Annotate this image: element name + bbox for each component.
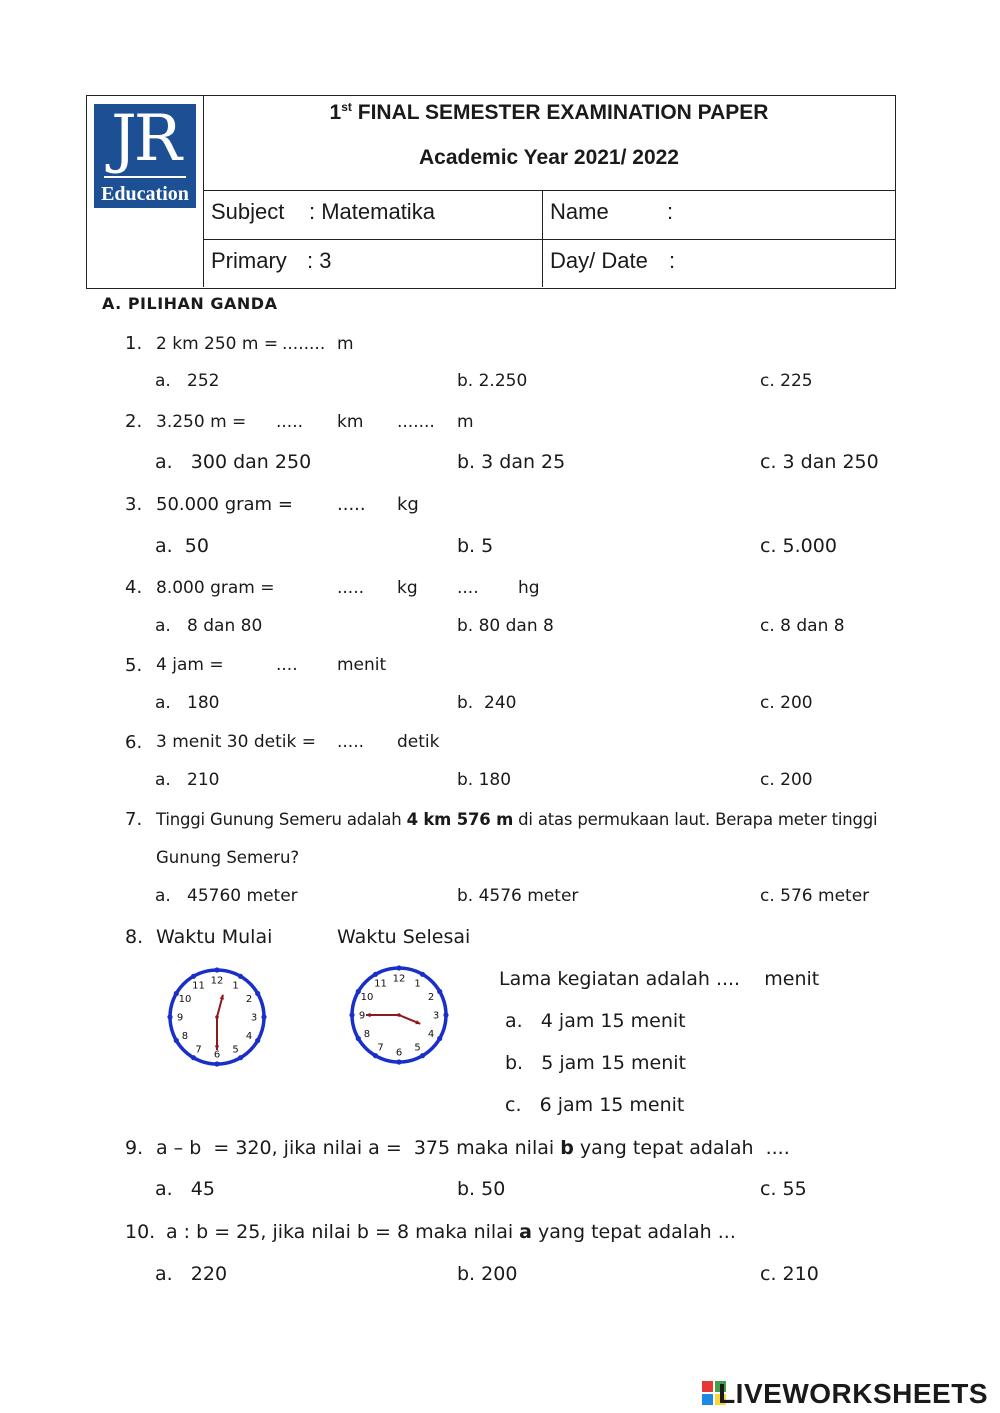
clock-tick [238, 974, 243, 979]
primary-cell [203, 239, 543, 287]
option-b[interactable]: b. 4576 meter [457, 886, 579, 906]
option-b[interactable]: b. 180 [457, 770, 512, 790]
clock-tick [191, 1055, 196, 1060]
q-text: a – b = 320, jika nilai a = 375 maka nilai b yang tepat adalah .... [156, 1137, 790, 1159]
q-number: 10. [125, 1221, 156, 1243]
q-number: 6. [125, 732, 143, 753]
q-text: 8.000 gram = [156, 578, 275, 598]
title-cell [203, 96, 895, 191]
clock-number: 3 [250, 1012, 258, 1024]
clock-number: 5 [414, 1042, 421, 1054]
q-unit: menit [337, 655, 387, 675]
exam-title: 1st FINAL SEMESTER EXAMINATION PAPER [329, 100, 769, 124]
q-number: 3. [125, 494, 143, 515]
option-a[interactable]: a. 4 jam 15 menit [505, 1010, 686, 1032]
header-row-primary [203, 239, 895, 287]
q-unit: m [457, 412, 474, 432]
option-c[interactable]: c. 200 [760, 770, 813, 790]
subject-label: Subject [211, 199, 285, 224]
option-c[interactable]: c. 3 dan 250 [760, 451, 879, 473]
clock-tick [396, 965, 401, 970]
q-text-bold: b [560, 1137, 574, 1159]
option-a[interactable]: a. 252 [155, 371, 220, 391]
clock-number: 9 [176, 1012, 184, 1024]
liveworksheets-watermark[interactable]: LIVEWORKSHEETS [718, 1378, 988, 1409]
q-text: 3.250 m = [156, 412, 247, 432]
option-c[interactable]: c. 8 dan 8 [760, 616, 845, 636]
clock-end [347, 963, 451, 1067]
clock-center [397, 1013, 401, 1017]
q-blank[interactable]: ..... [337, 732, 365, 752]
clock-number: 2 [427, 992, 435, 1003]
clock-number: 2 [245, 994, 253, 1005]
q-prompt: Lama kegiatan adalah .... menit [499, 968, 820, 990]
option-a[interactable]: a. 45 [155, 1178, 215, 1200]
jr-education-logo [94, 104, 196, 208]
q-text: 4 jam = [156, 655, 224, 675]
q-blank[interactable]: ........ [282, 334, 326, 354]
clock-number: 6 [213, 1049, 221, 1061]
clock-tick [174, 1038, 179, 1043]
q-text: 3 menit 30 detik = [156, 732, 316, 752]
option-b[interactable]: b. 5 jam 15 menit [505, 1052, 687, 1074]
clock-tick [214, 1061, 219, 1066]
end-time-label: Waktu Selesai [337, 926, 471, 948]
option-c[interactable]: c. 200 [760, 693, 813, 713]
q-number: 7. [125, 809, 143, 830]
start-time-label: Waktu Mulai [156, 926, 273, 948]
clock-number: 4 [245, 1031, 253, 1042]
option-c[interactable]: c. 576 meter [760, 886, 870, 906]
clock-tick [420, 972, 425, 977]
option-b[interactable]: b. 3 dan 25 [457, 451, 566, 473]
primary-label: Primary [211, 248, 287, 273]
option-c[interactable]: c. 5.000 [760, 535, 837, 557]
exam-header [86, 95, 896, 289]
option-b[interactable]: b. 240 [457, 693, 517, 713]
clock-center [215, 1015, 219, 1019]
option-c[interactable]: c. 55 [760, 1178, 807, 1200]
clock-number: 10 [360, 992, 374, 1003]
q-unit: detik [397, 732, 440, 752]
clock-tick [261, 1014, 266, 1019]
clock-number: 9 [358, 1010, 366, 1022]
clock-tick [443, 1012, 448, 1017]
q-text: 50.000 gram = [156, 494, 293, 515]
clock-tick [437, 1036, 442, 1041]
subject-value: : Matematika [309, 199, 435, 224]
q-blank[interactable]: ..... [337, 494, 366, 515]
clock-tick [373, 1053, 378, 1058]
option-a[interactable]: a. 50 [155, 535, 209, 557]
q-number: 1. [125, 333, 143, 354]
academic-year: Academic Year 2021/ 2022 [419, 146, 679, 169]
clock-number: 7 [377, 1042, 384, 1054]
q-text: Tinggi Gunung Semeru adalah 4 km 576 m di atas permukaan laut. Berapa meter tinggi [156, 810, 878, 829]
logo-text-jr: JR [111, 102, 179, 176]
clock-number: 12 [392, 973, 406, 985]
q-number: 9. [125, 1137, 144, 1159]
option-c[interactable]: c. 6 jam 15 menit [505, 1094, 685, 1116]
q-text-line2: Gunung Semeru? [156, 848, 300, 867]
option-b[interactable]: b. 50 [457, 1178, 506, 1200]
clock-number: 3 [432, 1010, 440, 1022]
q-text: a : b = 25, jika nilai b = 8 maka nilai a yang tepat adalah ... [166, 1221, 736, 1243]
q-number: 5. [125, 655, 143, 676]
q-unit: kg [397, 578, 418, 598]
q-text: 2 km 250 m = [156, 334, 279, 354]
q-unit: hg [518, 578, 540, 598]
clock-number: 1 [414, 978, 421, 990]
option-a[interactable]: a. 220 [155, 1263, 228, 1285]
date-value: : [669, 248, 676, 273]
q-blank[interactable]: ....... [397, 412, 435, 432]
clock-tick [437, 989, 442, 994]
header-row-subject [203, 190, 895, 240]
q-blank[interactable]: ..... [337, 578, 365, 598]
q-blank[interactable]: .... [457, 578, 479, 598]
clock-tick [255, 1038, 260, 1043]
q-blank[interactable]: ..... [276, 412, 304, 432]
option-b[interactable]: b. 5 [457, 535, 494, 557]
clock-tick [373, 972, 378, 977]
option-c[interactable]: c. 225 [760, 371, 813, 391]
clock-number: 12 [210, 975, 224, 987]
clock-tick [214, 967, 219, 972]
clock-tick [238, 1055, 243, 1060]
clock-tick [396, 1059, 401, 1064]
option-a[interactable]: a. 180 [155, 693, 220, 713]
clock-number: 1 [232, 980, 239, 992]
q-number: 8. [125, 926, 144, 948]
clock-number: 8 [363, 1029, 371, 1040]
option-a[interactable]: a. 300 dan 250 [155, 451, 312, 473]
q-text-bold: 4 km 576 m [406, 810, 514, 829]
clock-number: 8 [181, 1031, 189, 1042]
clock-tick [356, 1036, 361, 1041]
q-number: 4. [125, 577, 143, 598]
q-unit: km [337, 412, 364, 432]
option-b[interactable]: b. 200 [457, 1263, 518, 1285]
q-number: 2. [125, 411, 143, 432]
q-unit: kg [397, 494, 419, 515]
option-b[interactable]: b. 2.250 [457, 371, 528, 391]
option-b[interactable]: b. 80 dan 8 [457, 616, 554, 636]
name-label: Name [550, 199, 609, 224]
q-unit: m [337, 334, 354, 354]
clock-tick [167, 1014, 172, 1019]
clock-number: 6 [395, 1047, 403, 1059]
clock-number: 10 [178, 994, 192, 1005]
subject-cell [203, 190, 543, 239]
clock-number: 4 [427, 1029, 435, 1040]
logo-text-education: Education [101, 183, 189, 205]
option-a[interactable]: a. 45760 meter [155, 886, 298, 906]
clock-number: 11 [374, 978, 387, 990]
clock-tick [420, 1053, 425, 1058]
q-text-bold: a [519, 1221, 532, 1243]
clock-tick [255, 991, 260, 996]
logo-cell [87, 96, 204, 287]
option-a[interactable]: a. 8 dan 80 [155, 616, 263, 636]
clock-number: 7 [195, 1044, 202, 1056]
date-label: Day/ Date [550, 248, 648, 273]
logo-divider [104, 176, 186, 178]
primary-value: : 3 [307, 248, 332, 273]
clock-start [165, 965, 269, 1069]
option-a[interactable]: a. 210 [155, 770, 220, 790]
clock-tick [349, 1012, 354, 1017]
name-value: : [667, 199, 674, 224]
clock-number: 11 [192, 980, 205, 992]
name-cell[interactable] [542, 190, 895, 239]
option-c[interactable]: c. 210 [760, 1263, 819, 1285]
clock-number: 5 [232, 1044, 239, 1056]
clock-tick [191, 974, 196, 979]
date-cell[interactable] [542, 239, 895, 287]
section-title: A. PILIHAN GANDA [102, 294, 278, 313]
q-blank[interactable]: .... [276, 655, 298, 675]
